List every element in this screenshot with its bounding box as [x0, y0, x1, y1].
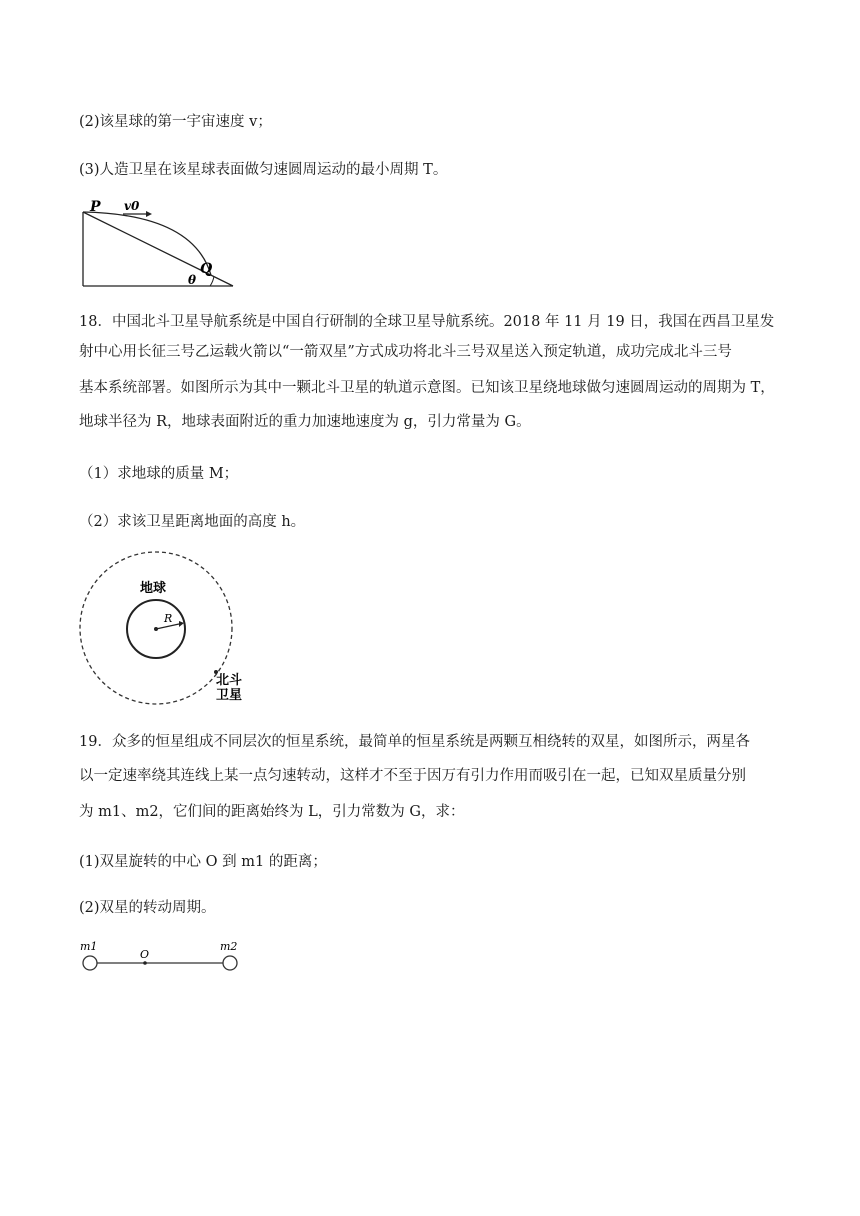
projectile-incline-figure: [78, 198, 238, 290]
q18-part1: （1）求地球的质量 M；: [79, 466, 239, 482]
label-r: R: [164, 612, 173, 625]
label-sat-1: 北斗: [216, 673, 243, 688]
label-p: P: [90, 199, 101, 215]
q18-line2: 射中心用长征三号乙运载火箭以“一箭双星”方式成功将北斗三号双星送入预定轨道，成功完成北斗三号: [79, 344, 732, 360]
q19-line3: 为 m1、m2，它们间的距离始终为 L，引力常数为 G，求：: [79, 804, 465, 820]
label-v0: v0: [124, 199, 140, 213]
q17-part3: (3)人造卫星在该星球表面做匀速圆周运动的最小周期 T。: [79, 162, 448, 178]
q18-line4: 地球半径为 R，地球表面附近的重力加速地速度为 g，引力常量为 G。: [79, 414, 531, 430]
label-q: Q: [200, 261, 213, 277]
label-earth: 地球: [140, 581, 167, 596]
satellite-orbit-figure: [78, 548, 258, 708]
binary-star-figure: [78, 936, 248, 980]
label-m2: m2: [220, 940, 238, 953]
q19-part1: (1)双星旋转的中心 O 到 m1 的距离；: [79, 854, 327, 870]
label-m1: m1: [80, 940, 98, 953]
q18-line1: 18．中国北斗卫星导航系统是中国自行研制的全球卫星导航系统。2018 年 11 月 19 日，我国在西昌卫星发: [79, 314, 775, 330]
q19-line2: 以一定速率绕其连线上某一点匀速转动，这样才不至于因万有引力作用而吸引在一起，已知双星质量分别: [79, 768, 746, 784]
label-o: O: [140, 948, 150, 961]
q19-line1: 19．众多的恒星组成不同层次的恒星系统，最简单的恒星系统是两颗互相绕转的双星，如图所示，两星各: [79, 734, 750, 750]
q18-part2: （2）求该卫星距离地面的高度 h。: [79, 514, 306, 530]
q18-line3: 基本系统部署。如图所示为其中一颗北斗卫星的轨道示意图。已知该卫星绕地球做匀速圆周运动的周期为 T，: [79, 380, 775, 396]
q19-part2: (2)双星的转动周期。: [79, 900, 216, 916]
label-theta: θ: [188, 273, 197, 287]
q17-part2: (2)该星球的第一宇宙速度 v；: [79, 114, 272, 130]
label-sat-2: 卫星: [216, 688, 243, 703]
